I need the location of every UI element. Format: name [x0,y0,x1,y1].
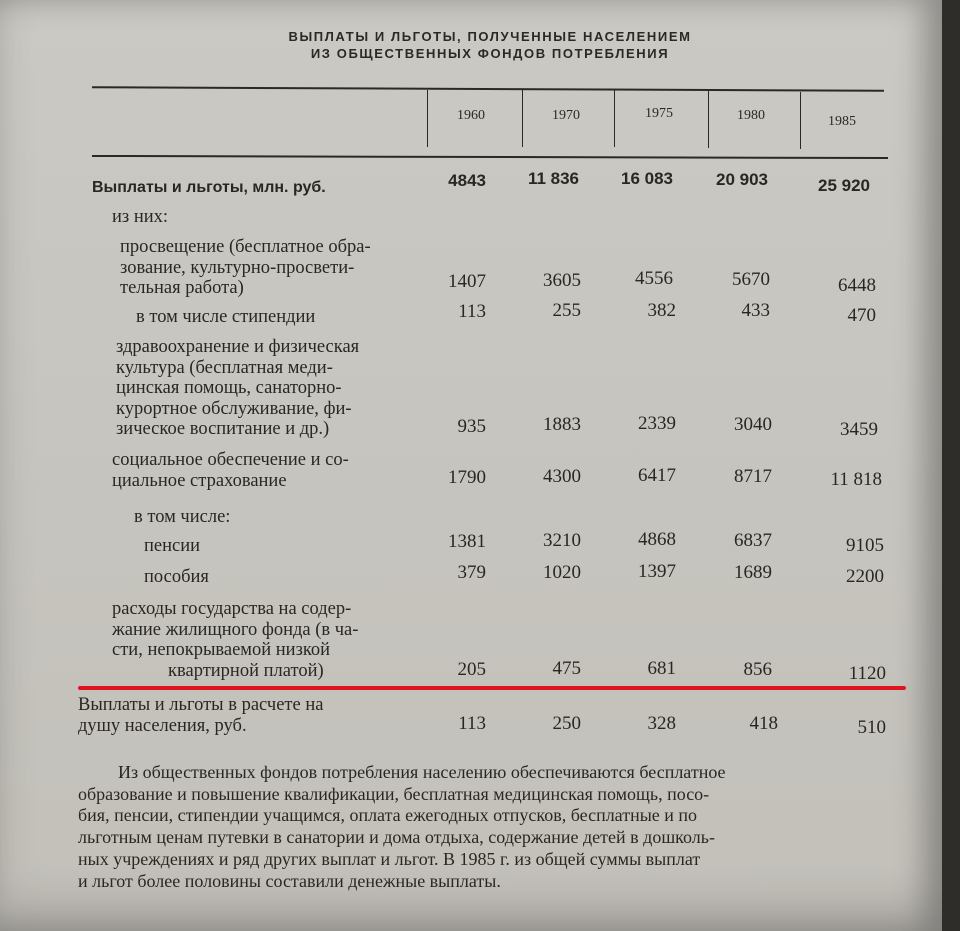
cell-value: 16 083 [621,169,673,188]
cell-value: 475 [552,658,581,679]
row-label-benefits: пособия [144,567,209,587]
paragraph-line: бия, пенсии, стипендии учащимся, оплата ежегодных отпусков, бесплатные и по [78,805,698,826]
row-label-healthcare [116,337,428,440]
cell-value: 856 [743,659,772,680]
row-label-per-capita [78,695,428,736]
label-line: тельная работа) [120,278,244,299]
row-label-total: Выплаты и льготы, млн. руб. [92,179,326,196]
cell-value: 1381 [448,531,486,552]
row-label-pensions: пенсии [144,536,201,556]
cell-value: 433 [741,300,770,321]
red-highlight-line [78,686,906,690]
cell-value: 1407 [448,271,486,292]
column-divider [614,90,615,147]
cell-value: 4300 [543,466,581,487]
cell-value: 382 [647,300,676,321]
paragraph-line: ных учреждениях и ряд других выплат и льгот. В 1985 г. из общей суммы выплат [78,848,701,869]
cell-value: 255 [552,300,581,321]
cell-value: 20 903 [716,170,768,189]
label-line: здравоохранение и физическая [116,337,360,357]
row-label-subheading: из них: [112,207,169,227]
cell-value: 2339 [638,413,676,434]
cell-value: 5670 [732,269,770,290]
table-title-line-2: ИЗ ОБЩЕСТВЕННЫХ ФОНДОВ ПОТРЕБЛЕНИЯ [310,46,670,61]
cell-value: 3040 [734,414,772,435]
column-divider [427,90,428,147]
cell-value: 8717 [734,466,772,487]
row-label-scholarships: в том числе стипендии [136,307,316,327]
label-line: квартирной платой) [168,660,324,681]
cell-value: 328 [647,713,676,734]
paragraph-line: и льгот более половины составили денежные выплаты. [78,870,501,891]
row-label-subheading: в том числе: [134,507,231,527]
cell-value: 418 [749,713,778,734]
paragraph-line: льготным ценам путевки в санатории и дома отдыха, содержание детей в дошколь- [78,827,715,848]
cell-value: 1397 [638,561,676,582]
cell-value: 1689 [734,562,772,583]
label-line: расходы государства на содер- [112,599,352,619]
cell-value: 6448 [838,275,876,296]
label-line: просвещение (бесплатное обра- [120,237,371,257]
cell-value: 25 920 [818,176,870,195]
cell-value: 4843 [448,171,486,190]
cell-value: 510 [857,717,886,738]
row-label-education [120,237,430,299]
cell-value: 6417 [638,465,676,486]
header-top-rule [92,86,884,91]
cell-value: 2200 [846,566,884,587]
label-line: социальное обеспечение и со- [112,450,349,470]
label-line: жание жилищного фонда (в ча- [112,619,359,640]
year-header: 1970 [552,108,580,123]
label-line: курортное обслуживание, фи- [116,398,352,419]
cell-value: 3459 [840,419,878,440]
cell-value: 9105 [846,535,884,556]
cell-value: 4556 [635,268,673,289]
table-title-line-1: ВЫПЛАТЫ И ЛЬГОТЫ, ПОЛУЧЕННЫЕ НАСЕЛЕНИЕМ [288,29,692,44]
column-divider [522,90,523,147]
label-line: душу населения, руб. [78,715,247,736]
cell-value: 11 818 [830,469,882,490]
cell-value: 1020 [543,562,581,583]
cell-value: 6837 [734,530,772,551]
cell-value: 11 836 [527,169,579,188]
cell-value: 113 [458,301,486,322]
cell-value: 681 [647,658,676,679]
year-header: 1960 [457,108,485,123]
year-header: 1980 [737,108,765,123]
cell-value: 3210 [543,530,581,551]
cell-value: 250 [552,713,581,734]
cell-value: 113 [458,713,486,734]
year-header: 1985 [828,114,856,129]
row-label-housing [112,599,428,681]
label-line: культура (бесплатная меди- [116,357,333,378]
paragraph-line: образование и повышение квалификации, бесплатная медицинская помощь, посо- [78,783,710,804]
label-line: цинская помощь, санаторно- [116,378,342,399]
column-divider [800,92,801,149]
cell-value: 1790 [448,467,486,488]
label-line: циальное страхование [112,470,287,491]
cell-value: 470 [847,305,876,326]
label-line: зование, культурно-просвети- [120,257,355,278]
year-header: 1975 [645,106,673,121]
row-label-social-security [112,450,428,491]
cell-value: 4868 [638,529,676,550]
cell-value: 379 [457,562,486,583]
cell-value: 3605 [543,270,581,291]
label-line: зическое воспитание и др.) [116,419,330,440]
column-divider [708,90,709,148]
paragraph-line: Из общественных фондов потребления населению обеспечиваются бесплатное [118,762,726,782]
cell-value: 935 [457,416,486,437]
cell-value: 1883 [543,414,581,435]
cell-value: 205 [457,659,486,680]
label-line: сти, непокрываемой низкой [112,640,331,661]
cell-value: 1120 [848,663,886,684]
header-bottom-rule [92,155,888,159]
explanatory-paragraph [78,762,908,892]
label-line: Выплаты и льготы в расчете на [78,695,324,715]
